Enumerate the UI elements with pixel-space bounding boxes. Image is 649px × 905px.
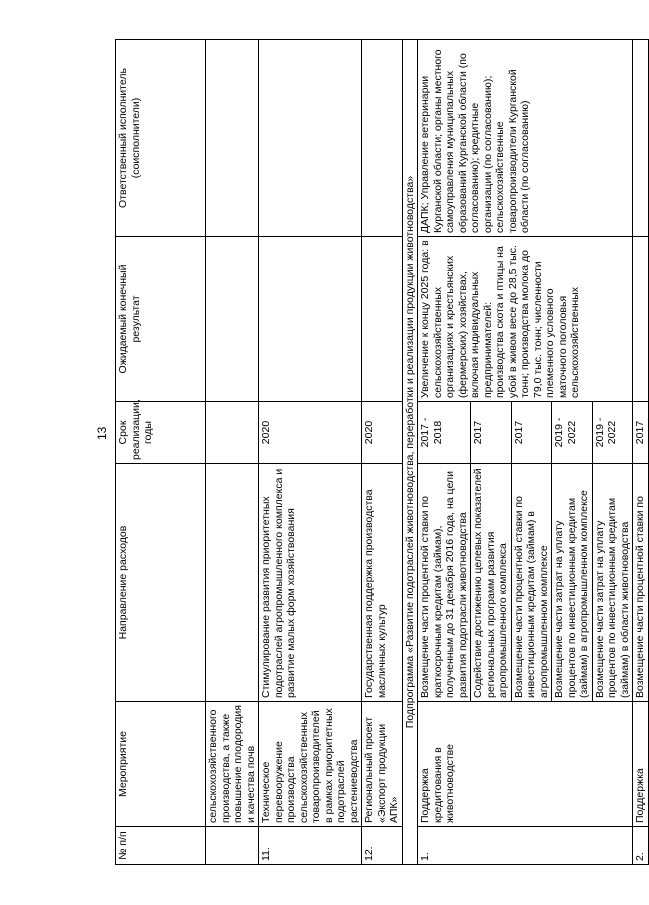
cell-period: 2017 [471, 402, 512, 464]
cell-event: сельскохозяйственного производства, а также повышение плодородия и качества почв [206, 702, 259, 827]
cell-result: Увеличение к концу 2025 года: в сельскохозяйственных организациях и крестьянских (фермерских) хозяйствах, включая индивидуальных предпринимателей: производства скота и птицы на убой в живом весе до 28,5 тыс. тонн; производства молока до 79,0 тыс. тонн; численности племенного условного маточного поголовья сельскохозяйственных [418, 237, 633, 402]
header-executor: Ответственный исполнитель (соисполнители) [116, 40, 206, 237]
header-row [116, 40, 206, 865]
cell-num: 12. [362, 827, 403, 865]
table-row [259, 40, 362, 865]
cell-event: Техническое перевооружение производства сельскохозяйственных товаропроизводителей в рамках приоритетных подотраслей растениеводства [259, 702, 362, 827]
cell-direction: Государственная поддержка производства масличных культур [362, 464, 403, 702]
cell-direction: Возмещение части затрат на уплату процентов по инвестиционным кредитам (займам) в агропромышленном комплексе [552, 464, 593, 702]
cell-direction: Возмещение части процентной ставки по инвестиционным кредитам (займам) в агропромышленном комплексе [511, 464, 552, 702]
rotated-table-sheet [115, 40, 646, 865]
cell-period: 2020 [259, 402, 362, 464]
header-num: № п/п [116, 827, 206, 865]
header-direction: Направление расходов [116, 464, 206, 702]
cell-period: 2019 - 2022 [592, 402, 633, 464]
cell-event: Поддержка [633, 702, 649, 827]
cell-event: Поддержка кредитования в животноводстве [418, 702, 633, 827]
cell-num: 11. [259, 827, 362, 865]
cell-direction: Содействие достижению целевых показателей региональных программ развития агропромышленного комплекса [471, 464, 512, 702]
cell-period: 2020 [362, 402, 403, 464]
cell-direction: Стимулирование развития приоритетных подотраслей агропромышленного комплекса и развитие малых форм хозяйствования [259, 464, 362, 702]
cell-executor: ДАПК; Управление ветеринарии Курганской области; органы местного самоуправления муниципальных образований Курганской области (по согласованию); кредитные организации (по согласованию); сельскохозяйственные товаропроизводители Курганской области (по согласованию) [418, 40, 633, 237]
cell-period: 2017 - 2018 [418, 402, 471, 464]
cell-direction: Возмещение части затрат на уплату процентов по инвестиционным кредитам (займам) в области животноводства [592, 464, 633, 702]
table-row [418, 40, 471, 865]
cell-event: Региональный проект «Экспорт продукции АПК» [362, 702, 403, 827]
subprogram-row [402, 40, 418, 865]
header-event: Мероприятие [116, 702, 206, 827]
subprogram-title: Подпрограмма «Развитие подотраслей животноводства, переработки и реализации продукции животноводства» [402, 40, 418, 865]
table-row [633, 40, 649, 865]
header-period: Срок реализации, годы [116, 402, 206, 464]
cell-num: 2. [633, 827, 649, 865]
cell-direction: Возмещение части процентной ставки по [633, 464, 649, 702]
header-result: Ожидаемый конечный результат [116, 237, 206, 402]
cell-period: 2019 - 2022 [552, 402, 593, 464]
cell-period: 2017 [511, 402, 552, 464]
cell-direction: Возмещение части процентной ставки по краткосрочным кредитам (займам), полученным до 31 декабря 2016 года, на цели развития подотрасли животноводства [418, 464, 471, 702]
page-number: 13 [95, 426, 109, 440]
table-row [362, 40, 403, 865]
table-row [206, 40, 259, 865]
cell-num: 1. [418, 827, 633, 865]
measures-table [115, 39, 649, 865]
cell-period: 2017 [633, 402, 649, 464]
